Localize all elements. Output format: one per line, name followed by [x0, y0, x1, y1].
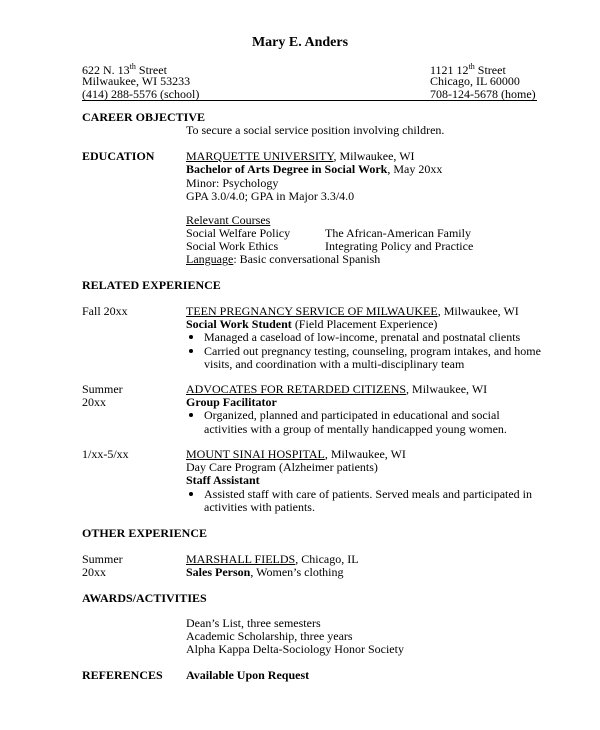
references-text: Available Upon Request — [186, 668, 310, 682]
job-bullet-cont: activities with a group of mentally handicapped young women. — [204, 422, 507, 436]
bullet-icon — [189, 349, 193, 353]
related-heading: RELATED EXPERIENCE — [82, 278, 221, 292]
bullet-icon — [189, 413, 193, 417]
education-minor: Minor: Psychology — [186, 176, 279, 190]
right-phone: 708-124-5678 (home) — [430, 87, 536, 101]
job-org: ADVOCATES FOR RETARDED CITIZENS, Milwaukee, WI — [186, 382, 488, 396]
job-program: Day Care Program (Alzheimer patients) — [186, 460, 378, 474]
course-item: Integrating Policy and Practice — [325, 239, 474, 253]
education-gpa: GPA 3.0/4.0; GPA in Major 3.3/4.0 — [186, 189, 355, 203]
job-title: Group Facilitator — [186, 395, 277, 409]
awards-heading: AWARDS/ACTIVITIES — [82, 591, 207, 605]
course-item: The African-American Family — [325, 226, 471, 240]
other-title: Sales Person, Women’s clothing — [186, 565, 344, 579]
award-item: Dean’s List, three semesters — [186, 616, 321, 630]
education-heading: EDUCATION — [82, 149, 155, 163]
job-org: TEEN PREGNANCY SERVICE OF MILWAUKEE, Milwaukee, WI — [186, 304, 519, 318]
job-date: Fall 20xx — [82, 304, 128, 318]
course-item: Social Welfare Policy — [186, 226, 291, 240]
header-divider — [82, 100, 537, 101]
right-city: Chicago, IL 60000 — [430, 74, 520, 88]
other-date: Summer — [82, 552, 123, 566]
bullet-icon — [189, 335, 193, 339]
resume-name: Mary E. Anders — [251, 35, 349, 50]
job-bullet: Managed a caseload of low-income, prenatal and postnatal clients — [204, 330, 521, 344]
job-bullet: Assisted staff with care of patients. Served meals and participated in — [204, 487, 533, 501]
left-street: 622 N. 13th Street — [82, 62, 167, 77]
other-date: 20xx — [82, 565, 106, 579]
other-heading: OTHER EXPERIENCE — [82, 526, 208, 540]
education-degree: Bachelor of Arts Degree in Social Work, May 20xx — [186, 162, 443, 176]
job-bullet: Carried out pregnancy testing, counseling, program intakes, and home — [204, 344, 541, 358]
courses-heading: Relevant Courses — [186, 213, 271, 227]
course-item: Social Work Ethics — [186, 239, 279, 253]
left-city: Milwaukee, WI 53233 — [82, 74, 191, 88]
job-title: Staff Assistant — [186, 473, 260, 487]
other-org: MARSHALL FIELDS, Chicago, IL — [186, 552, 359, 566]
references-heading: REFERENCES — [82, 668, 163, 682]
job-bullet-cont: visits, and coordination with a multi-disciplinary team — [204, 357, 465, 371]
job-bullet-cont: activities with patients. — [204, 500, 315, 514]
job-org: MOUNT SINAI HOSPITAL, Milwaukee, WI — [186, 447, 406, 461]
job-date: 1/xx-5/xx — [82, 447, 129, 461]
job-date: Summer — [82, 382, 123, 396]
education-school: MARQUETTE UNIVERSITY, Milwaukee, WI — [186, 149, 415, 163]
objective-heading: CAREER OBJECTIVE — [82, 110, 206, 124]
job-bullet: Organized, planned and participated in educational and social — [204, 408, 500, 422]
objective-text: To secure a social service position involving children. — [186, 123, 445, 137]
education-language: Language: Basic conversational Spanish — [186, 252, 381, 266]
right-street: 1121 12th Street — [430, 62, 506, 77]
bullet-icon — [189, 492, 193, 496]
award-item: Academic Scholarship, three years — [186, 629, 353, 643]
job-title: Social Work Student (Field Placement Experience) — [186, 317, 438, 331]
award-item: Alpha Kappa Delta-Sociology Honor Society — [186, 642, 404, 656]
left-phone: (414) 288-5576 (school) — [82, 87, 200, 101]
job-date: 20xx — [82, 395, 106, 409]
